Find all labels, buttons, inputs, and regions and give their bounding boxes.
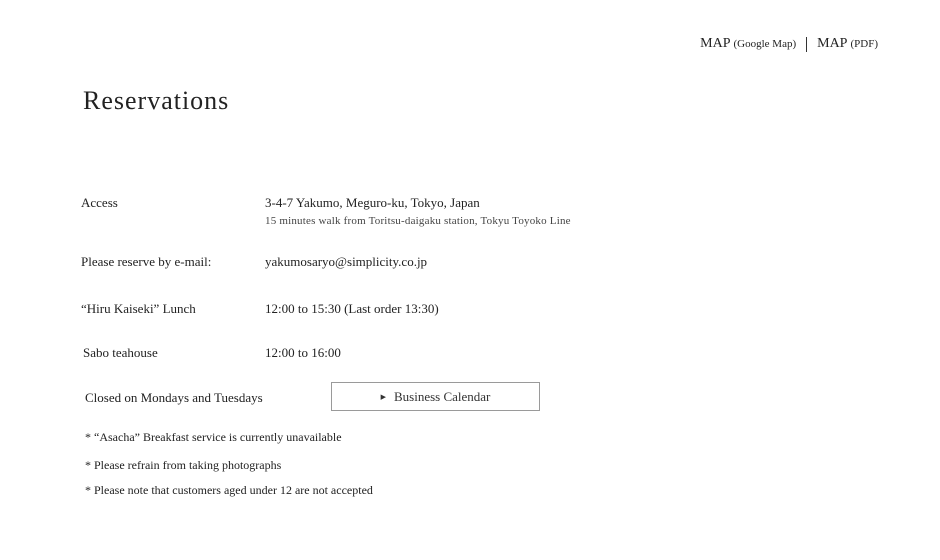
access-label: Access	[81, 195, 118, 210]
notes-list	[85, 430, 373, 509]
business-calendar-button[interactable]	[331, 382, 540, 411]
map-pdf-label: MAP	[817, 36, 848, 51]
access-directions: 15 minutes walk from Toritsu-daigaku station, Tokyu Toyoko Line	[265, 215, 571, 227]
note-item: * Please note that customers aged under 12 are not accepted	[85, 483, 373, 497]
note-item: * Please refrain from taking photographs	[85, 458, 282, 472]
note-item: * “Asacha” Breakfast service is currently unavailable	[85, 430, 342, 444]
map-google-label: MAP	[700, 36, 731, 51]
lunch-hours: 12:00 to 15:30 (Last order 13:30)	[265, 301, 439, 316]
map-pdf-link[interactable]	[817, 36, 878, 52]
business-calendar-label: Business Calendar	[393, 388, 491, 404]
map-pdf-sub: (PDF)	[850, 38, 878, 50]
map-google-sub: (Google Map)	[733, 38, 797, 50]
map-links-divider	[806, 37, 807, 52]
closed-days-text: Closed on Mondays and Tuesdays	[85, 390, 263, 405]
access-address: 3-4-7 Yakumo, Meguro-ku, Tokyo, Japan	[265, 195, 480, 210]
sabo-label: Sabo teahouse	[83, 345, 158, 360]
triangle-right-icon: ▶	[380, 392, 386, 401]
lunch-label: “Hiru Kaiseki” Lunch	[81, 301, 196, 316]
page-title: Reservations	[83, 86, 230, 115]
email-label: Please reserve by e-mail:	[81, 254, 212, 269]
access-value	[265, 195, 571, 227]
sabo-hours: 12:00 to 16:00	[265, 345, 341, 360]
map-google-link[interactable]	[700, 36, 796, 52]
email-address[interactable]: yakumosaryo@simplicity.co.jp	[265, 254, 428, 269]
map-links	[700, 36, 878, 52]
